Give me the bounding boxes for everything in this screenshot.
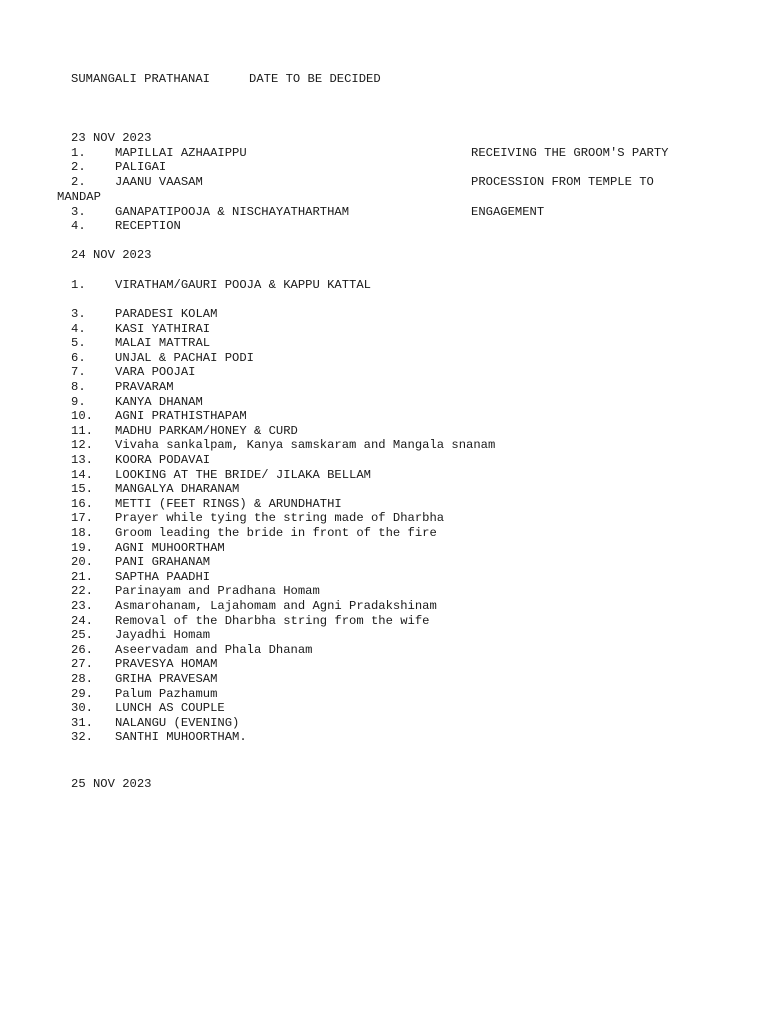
day3-date: 25 NOV 2023 [71, 777, 152, 791]
day1-item-num: 1. [71, 146, 86, 160]
day2-item-num: 17. [71, 511, 93, 525]
day2-item-num: 8. [71, 380, 86, 394]
day2-item-num: 5. [71, 336, 86, 350]
day2-item-num: 30. [71, 701, 93, 715]
day2-item-num: 20. [71, 555, 93, 569]
day2-item-name: Asmarohanam, Lajahomam and Agni Pradakshinam [115, 599, 437, 613]
day1-item-num: 2. [71, 175, 86, 189]
day2-item-name: AGNI PRATHISTHAPAM [115, 409, 247, 423]
day1-item-name: JAANU VAASAM [115, 175, 203, 189]
day2-item-name: MADHU PARKAM/HONEY & CURD [115, 424, 298, 438]
day2-item-name: VARA POOJAI [115, 365, 196, 379]
day1-item-num: 4. [71, 219, 86, 233]
day2-item-name: METTI (FEET RINGS) & ARUNDHATHI [115, 497, 342, 511]
day2-item-name: MANGALYA DHARANAM [115, 482, 240, 496]
day2-item-num: 28. [71, 672, 93, 686]
day1-wrapped-text: MANDAP [57, 190, 101, 204]
day1-item-desc: PROCESSION FROM TEMPLE TO [471, 175, 654, 189]
day2-item-name: MALAI MATTRAL [115, 336, 211, 350]
day2-item-name: Jayadhi Homam [115, 628, 211, 642]
day2-item-name: PRAVESYA HOMAM [115, 657, 218, 671]
day2-item-name: PANI GRAHANAM [115, 555, 211, 569]
day2-item-num: 6. [71, 351, 86, 365]
day2-item-num: 9. [71, 395, 86, 409]
day1-item-name: RECEPTION [115, 219, 181, 233]
event-title: SUMANGALI PRATHANAI [71, 72, 210, 86]
day2-item-num: 24. [71, 614, 93, 628]
day2-item-num: 23. [71, 599, 93, 613]
day2-item-name: KOORA PODAVAI [115, 453, 211, 467]
day2-item-num: 22. [71, 584, 93, 598]
day2-item-name: KANYA DHANAM [115, 395, 203, 409]
day2-item-name: VIRATHAM/GAURI POOJA & KAPPU KATTAL [115, 278, 371, 292]
day2-item-name: Groom leading the bride in front of the fire [115, 526, 437, 540]
day2-item-num: 19. [71, 541, 93, 555]
event-date-status: DATE TO BE DECIDED [249, 72, 381, 86]
day2-item-name: GRIHA PRAVESAM [115, 672, 218, 686]
day2-item-name: Palum Pazhamum [115, 687, 218, 701]
day2-item-num: 25. [71, 628, 93, 642]
day2-item-name: SAPTHA PAADHI [115, 570, 211, 584]
day2-item-name: PARADESI KOLAM [115, 307, 218, 321]
day2-item-name: UNJAL & PACHAI PODI [115, 351, 254, 365]
day2-item-name: LOOKING AT THE BRIDE/ JILAKA BELLAM [115, 468, 371, 482]
day2-item-name: PRAVARAM [115, 380, 174, 394]
day2-item-num: 13. [71, 453, 93, 467]
day2-item-num: 10. [71, 409, 93, 423]
day2-item-num: 1. [71, 278, 86, 292]
day2-item-num: 3. [71, 307, 86, 321]
day2-item-num: 16. [71, 497, 93, 511]
day2-item-num: 21. [71, 570, 93, 584]
day2-item-name: Aseervadam and Phala Dhanam [115, 643, 313, 657]
day2-item-name: Prayer while tying the string made of Dharbha [115, 511, 445, 525]
day2-item-num: 14. [71, 468, 93, 482]
day2-item-name: Removal of the Dharbha string from the wife [115, 614, 430, 628]
day1-item-desc: ENGAGEMENT [471, 205, 545, 219]
day1-item-num: 3. [71, 205, 86, 219]
day1-item-name: PALIGAI [115, 160, 167, 174]
day1-item-num: 2. [71, 160, 86, 174]
day2-item-num: 18. [71, 526, 93, 540]
day1-item-name: GANAPATIPOOJA & NISCHAYATHARTHAM [115, 205, 350, 219]
day2-item-num: 4. [71, 322, 86, 336]
day2-item-num: 26. [71, 643, 93, 657]
day2-item-num: 31. [71, 716, 93, 730]
day2-item-num: 32. [71, 730, 93, 744]
day1-item-desc: RECEIVING THE GROOM'S PARTY [471, 146, 669, 160]
day2-item-name: NALANGU (EVENING) [115, 716, 240, 730]
day2-item-num: 15. [71, 482, 93, 496]
day2-date: 24 NOV 2023 [71, 248, 152, 262]
day2-item-name: Parinayam and Pradhana Homam [115, 584, 320, 598]
day2-item-num: 29. [71, 687, 93, 701]
day2-item-name: KASI YATHIRAI [115, 322, 211, 336]
day1-item-name: MAPILLAI AZHAAIPPU [115, 146, 247, 160]
day2-item-num: 11. [71, 424, 93, 438]
day2-item-name: AGNI MUHOORTHAM [115, 541, 225, 555]
day2-item-name: Vivaha sankalpam, Kanya samskaram and Mangala snanam [115, 438, 496, 452]
day2-item-name: SANTHI MUHOORTHAM. [115, 730, 247, 744]
day2-item-num: 12. [71, 438, 93, 452]
day1-date: 23 NOV 2023 [71, 131, 152, 145]
day2-item-name: LUNCH AS COUPLE [115, 701, 225, 715]
day2-item-num: 7. [71, 365, 86, 379]
day2-item-num: 27. [71, 657, 93, 671]
